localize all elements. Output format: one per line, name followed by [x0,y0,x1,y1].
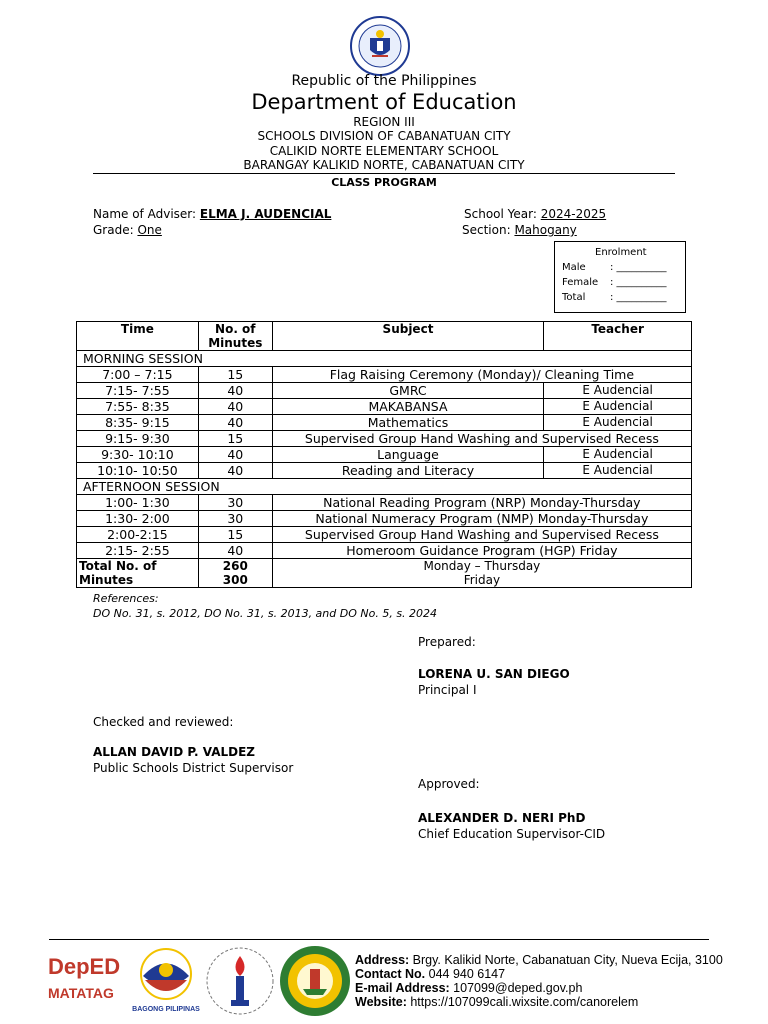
total-minutes-2: 300 [222,573,248,587]
teacher-cell: E Audencial [544,447,692,463]
morning-session-row [77,351,692,367]
deped-seal-logo [350,16,410,76]
time-cell: 2:15- 2:55 [77,543,199,559]
grade-line [93,223,162,237]
class-program-table [76,321,692,588]
footer-website-line [355,995,723,1009]
approved-name: ALEXANDER D. NERI PhD [418,811,586,825]
enrolment-male-value: : __________ [610,262,667,273]
grade-label: Grade: [93,223,138,237]
table-row [77,495,692,511]
website-label: Website: [355,995,407,1009]
enrolment-female-label: Female [562,277,599,288]
table-row [77,383,692,399]
document-title: CLASS PROGRAM [331,176,437,189]
address-label: Address: [355,953,410,967]
grade-value: One [137,223,162,237]
total-minutes-1: 260 [222,559,248,573]
approved-label: Approved: [418,777,480,791]
subject-cell: Flag Raising Ceremony (Monday)/ Cleaning Time [272,367,691,383]
region-text: REGION III [353,115,415,129]
contact-value: 044 940 6147 [425,967,506,981]
section-line [462,223,577,237]
minutes-cell: 30 [198,511,272,527]
minutes-cell: 40 [198,399,272,415]
footer-contact-block [355,953,723,1009]
time-cell: 9:15- 9:30 [77,431,199,447]
deped-logo-text: DepED [48,954,121,979]
total-days-1: Monday – Thursday [423,559,541,573]
time-cell: 10:10- 10:50 [77,463,199,479]
time-cell: 1:00- 1:30 [77,495,199,511]
subject-cell: National Reading Program (NRP) Monday-Thursday [272,495,691,511]
bagong-pilipinas-text: BAGONG PILIPINAS [132,1006,200,1013]
table-row [77,431,692,447]
bagong-pilipinas-logo [131,946,201,1012]
deped-matatag-logo [48,955,120,1001]
table-row [77,543,692,559]
table-header-row [77,322,692,351]
minutes-cell: 30 [198,495,272,511]
minutes-cell: 15 [198,367,272,383]
checked-label: Checked and reviewed: [93,715,234,729]
school-seal-icon [279,945,351,1017]
enrolment-box [554,241,686,313]
republic-text: Republic of the Philippines [291,73,477,89]
minutes-cell: 40 [198,543,272,559]
table-row [77,527,692,543]
enrolment-title: Enrolment [595,247,647,258]
header-minutes: No. of Minutes [198,322,272,351]
table-row [77,511,692,527]
minutes-cell: 40 [198,447,272,463]
address-value: Brgy. Kalikid Norte, Cabanatuan City, Nueva Ecija, 3100 [409,953,723,967]
contact-label: Contact No. [355,967,426,981]
enrolment-total-label: Total [562,292,586,303]
prepared-title: Principal I [418,683,477,697]
bagong-pilipinas-emblem-icon [131,946,201,1002]
section-label: Section: [462,223,515,237]
time-cell: 7:55- 8:35 [77,399,199,415]
prepared-name: LORENA U. SAN DIEGO [418,667,570,681]
approved-title: Chief Education Supervisor-CID [418,827,606,841]
adviser-line [93,207,331,221]
total-row [77,559,692,588]
footer-email-line [355,981,723,995]
references-label: References: [93,592,159,605]
school-year-label: School Year: [464,207,541,221]
time-cell: 1:30- 2:00 [77,511,199,527]
total-days-cell [272,559,691,588]
school-year-value: 2024-2025 [540,207,607,221]
footer-contact-line [355,967,723,981]
subject-cell: Language [272,447,543,463]
email-value[interactable]: 107099@deped.gov.ph [449,981,583,995]
time-cell: 2:00-2:15 [77,527,199,543]
minutes-cell: 40 [198,383,272,399]
minutes-cell: 15 [198,431,272,447]
website-link[interactable]: https://107099cali.wixsite.com/canorelem [406,995,639,1009]
subject-cell: Reading and Literacy [272,463,543,479]
division-text: SCHOOLS DIVISION OF CABANATUAN CITY [257,129,511,143]
header-subject: Subject [272,322,543,351]
header-divider [93,173,675,174]
table-row [77,415,692,431]
subject-cell: MAKABANSA [272,399,543,415]
prepared-label: Prepared: [418,635,476,649]
subject-cell: Mathematics [272,415,543,431]
table-row [77,367,692,383]
torch-seal-icon [205,946,275,1016]
table-row [77,463,692,479]
adviser-label: Name of Adviser: [93,207,200,221]
teacher-cell: E Audencial [544,415,692,431]
time-cell: 8:35- 9:15 [77,415,199,431]
teacher-cell: E Audencial [544,399,692,415]
subject-cell: Supervised Group Hand Washing and Supervised Recess [272,527,691,543]
email-label: E-mail Address: [355,981,450,995]
section-value: Mahogany [514,223,577,237]
minutes-cell: 15 [198,527,272,543]
header-time: Time [77,322,199,351]
barangay-text: BARANGAY KALIKID NORTE, CABANATUAN CITY [243,158,525,172]
table-row [77,447,692,463]
enrolment-female-value: : __________ [610,277,667,288]
checked-name: ALLAN DAVID P. VALDEZ [93,745,256,759]
time-cell: 9:30- 10:10 [77,447,199,463]
header-teacher: Teacher [544,322,692,351]
time-cell: 7:00 – 7:15 [77,367,199,383]
morning-session-label: MORNING SESSION [77,351,692,367]
checked-title: Public Schools District Supervisor [93,761,294,775]
subject-cell: National Numeracy Program (NMP) Monday-Thursday [272,511,691,527]
time-cell: 7:15- 7:55 [77,383,199,399]
enrolment-total-value: : __________ [610,292,667,303]
total-minutes-cell [198,559,272,588]
afternoon-session-row [77,479,692,495]
minutes-cell: 40 [198,415,272,431]
teacher-cell: E Audencial [544,383,692,399]
subject-cell: GMRC [272,383,543,399]
total-label: Total No. of Minutes [77,559,199,588]
references-text: DO No. 31, s. 2012, DO No. 31, s. 2013, and DO No. 5, s. 2024 [93,607,438,620]
footer-address-line [355,953,723,967]
matatag-logo-text: MATATAG [48,985,114,1001]
subject-cell: Homeroom Guidance Program (HGP) Friday [272,543,691,559]
enrolment-male-label: Male [562,262,586,273]
afternoon-session-label: AFTERNOON SESSION [77,479,692,495]
total-days-2: Friday [463,573,501,587]
school-year-line [464,207,606,221]
subject-cell: Supervised Group Hand Washing and Supervised Recess [272,431,691,447]
school-seal-logo [279,945,351,1017]
department-title: Department of Education [251,90,517,114]
teacher-cell: E Audencial [544,463,692,479]
minutes-cell: 40 [198,463,272,479]
footer-divider [49,939,709,940]
adviser-name: ELMA J. AUDENCIAL [199,207,332,221]
table-row [77,399,692,415]
school-name: CALIKID NORTE ELEMENTARY SCHOOL [269,144,499,158]
